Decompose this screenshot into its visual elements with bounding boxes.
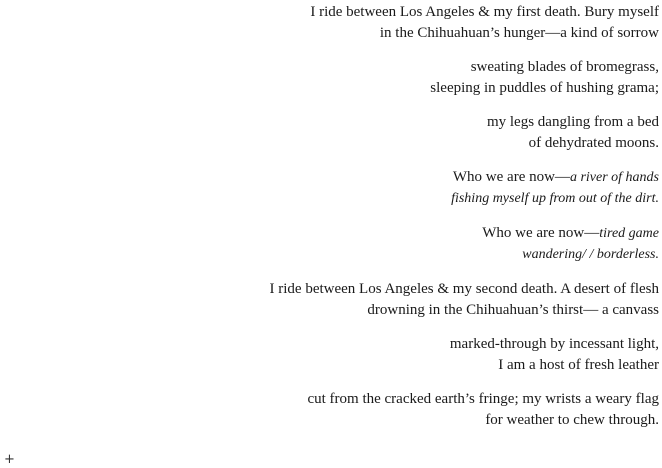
poem-body — [99, 0, 659, 444]
poem-line: drowning in the Chihuahuan’s thirst— a canvass — [367, 301, 659, 318]
poem-line: marked-through by incessant light, — [449, 336, 659, 352]
stanza-4 — [99, 167, 659, 209]
poem-line: I ride between Los Angeles & my second death. A desert of flesh — [269, 281, 659, 297]
poem-line-italic: a river of hands — [569, 170, 659, 185]
poem-line-italic: tired game — [599, 226, 659, 241]
poem-line-plain: Who we are now— — [452, 169, 570, 185]
stanza-1 — [99, 2, 659, 43]
stanza-7 — [99, 334, 659, 375]
stanza-5 — [99, 223, 659, 265]
poem-line — [99, 223, 659, 245]
poem-line: sweating blades of bromegrass, — [470, 59, 659, 75]
poem-line — [99, 167, 659, 189]
poem-line: of dehydrated moons. — [528, 134, 659, 151]
stanza-6 — [99, 279, 659, 320]
poem-line: for weather to chew through. — [485, 411, 659, 428]
stanza-8 — [99, 389, 659, 430]
poem-line: in the Chihuahuan’s hunger—a kind of sorrow — [379, 24, 659, 41]
poem-line: I am a host of fresh leather — [498, 356, 659, 373]
poem-line-plain: Who we are now— — [482, 225, 600, 241]
stanza-3 — [99, 112, 659, 153]
poem-line: cut from the cracked earth’s fringe; my wrists a weary flag — [307, 391, 659, 407]
poem-line: my legs dangling from a bed — [486, 114, 659, 130]
poem-line: sleeping in puddles of hushing grama; — [430, 79, 659, 96]
plus-marker-icon: + — [4, 452, 15, 467]
poem-line-italic: fishing myself up from out of the dirt. — [451, 190, 659, 206]
stanza-2 — [99, 57, 659, 98]
poem-line-italic: wandering/ / borderless. — [522, 246, 659, 262]
poem-line: I ride between Los Angeles & my first death. Bury myself — [310, 4, 659, 20]
